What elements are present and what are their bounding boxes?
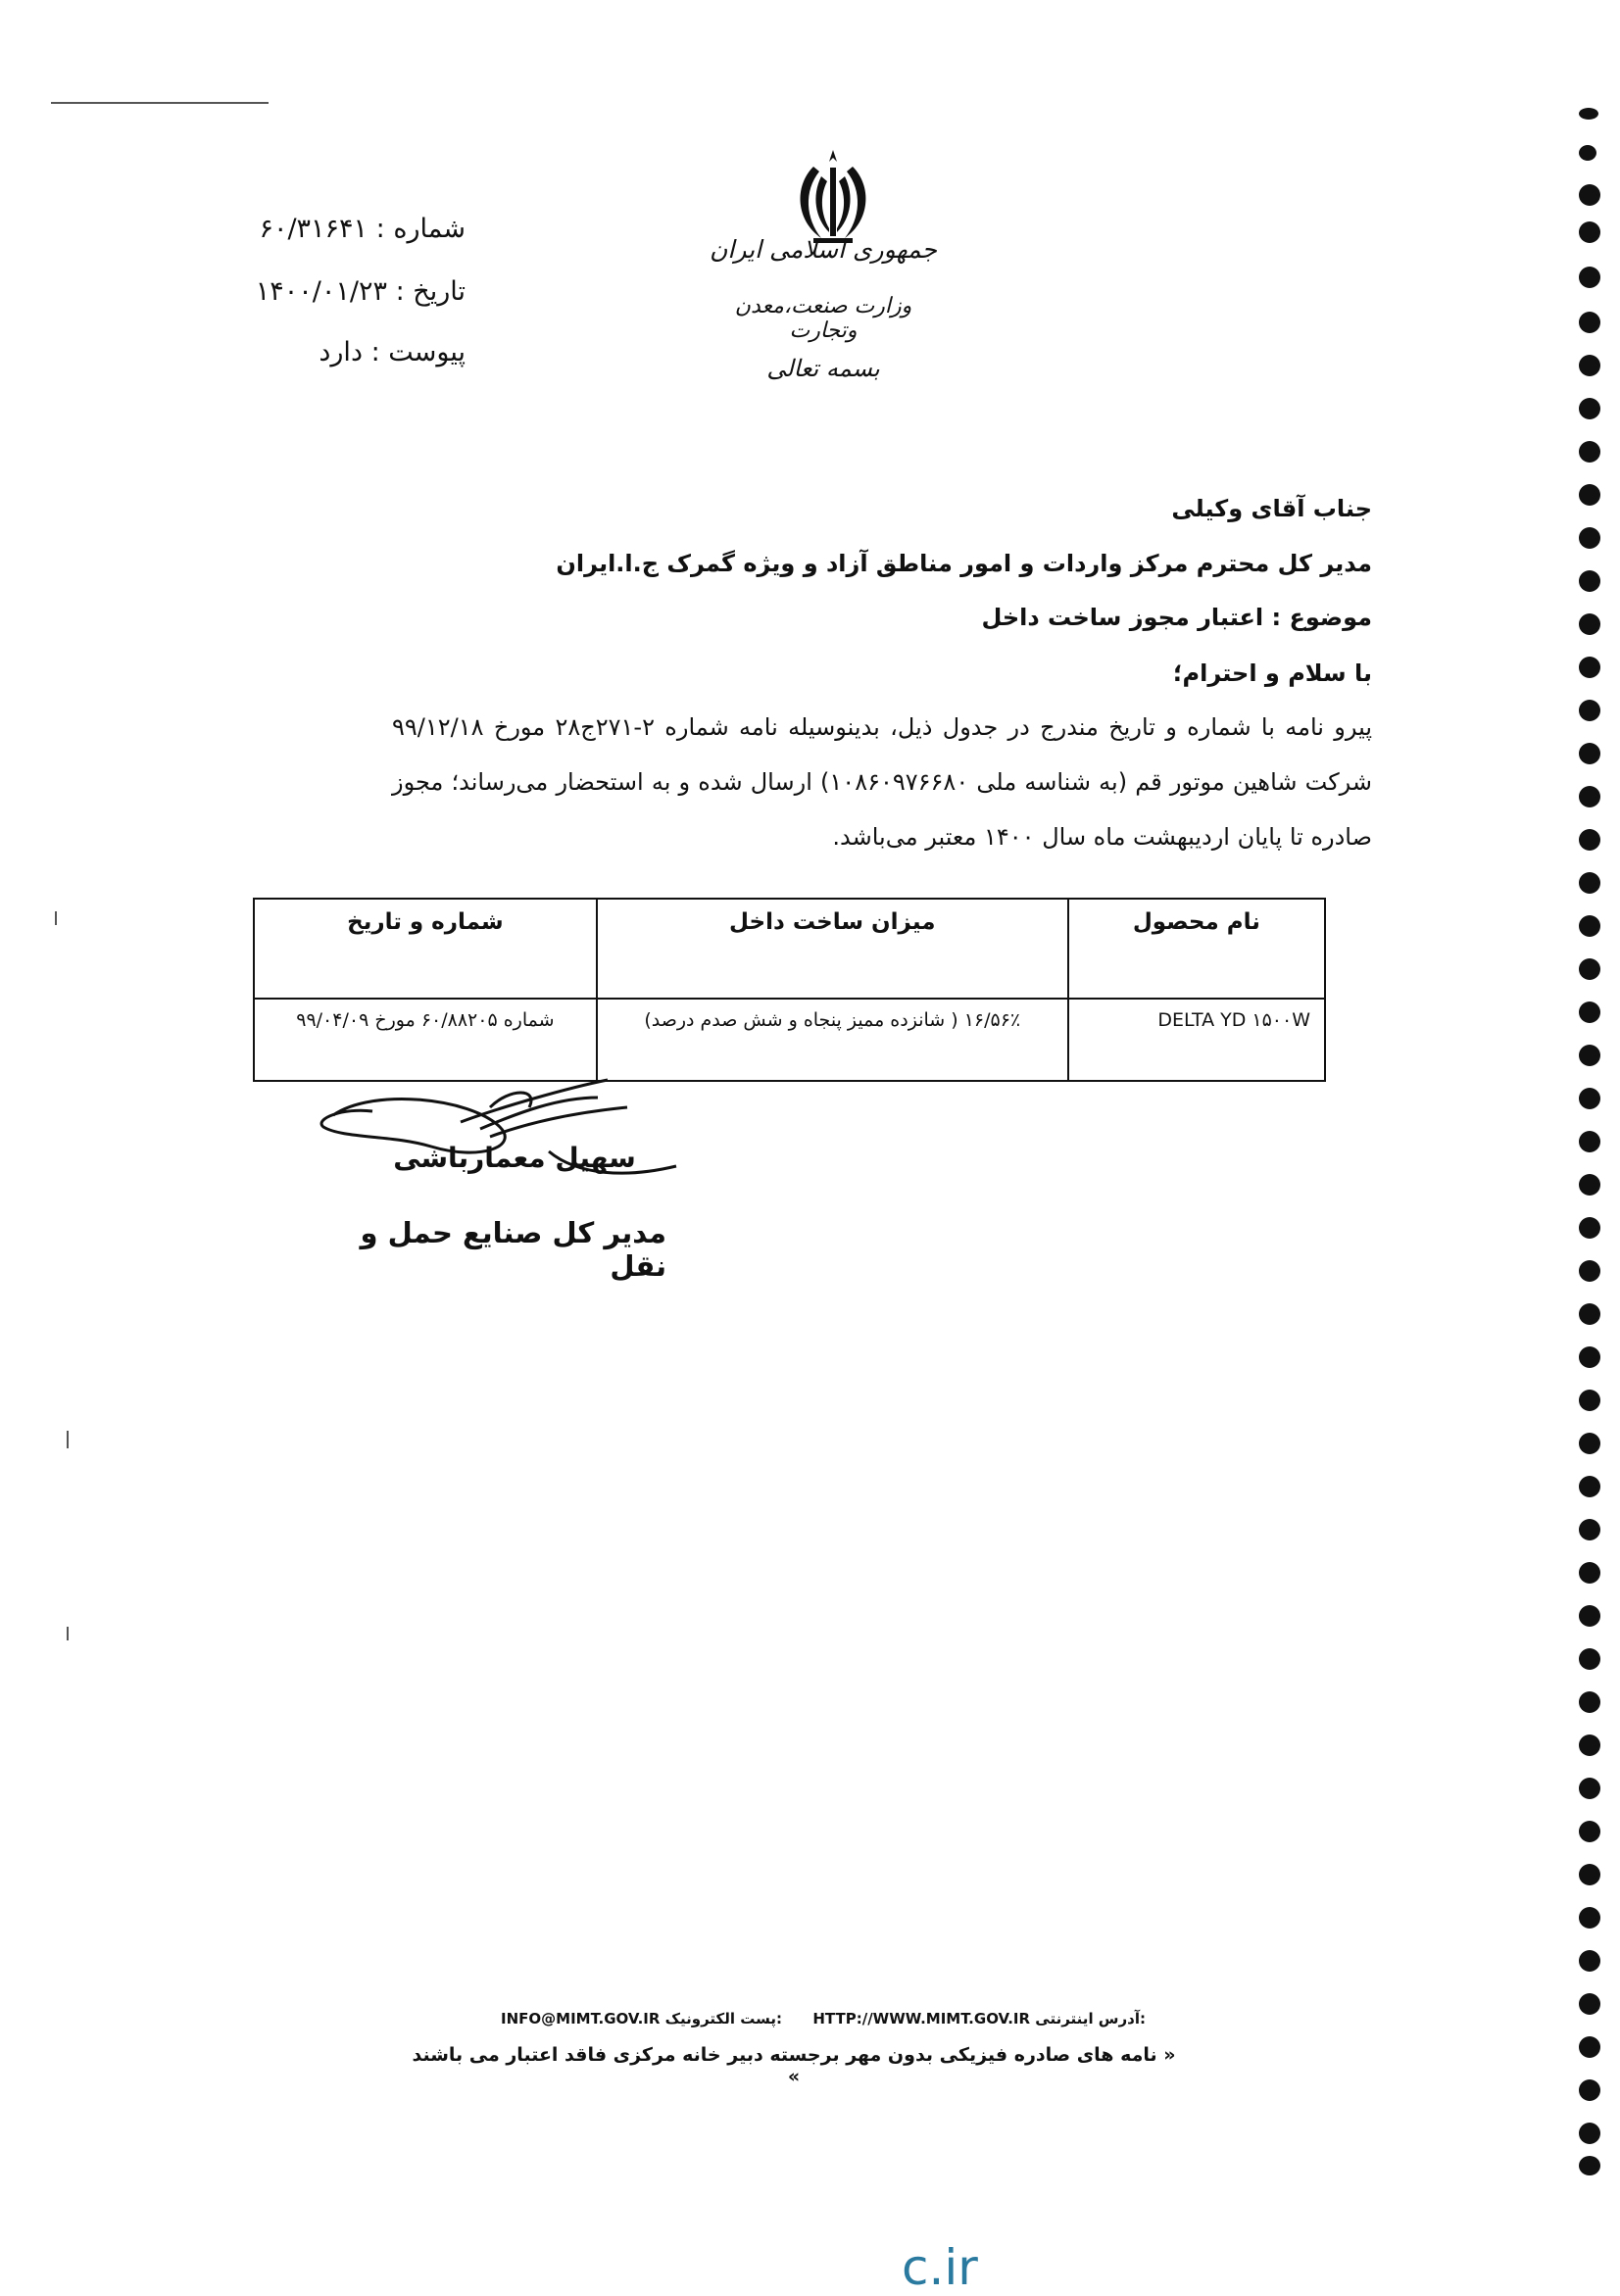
binder-hole [1579, 2036, 1600, 2058]
product-name-cell: DELTA YD ۱۵۰۰W [1068, 999, 1325, 1081]
binder-hole [1579, 657, 1600, 678]
letter-number [196, 214, 466, 244]
binder-hole [1579, 355, 1600, 376]
column-header: نام محصول [1068, 899, 1325, 999]
binder-hole [1579, 1519, 1600, 1540]
binder-hole [1579, 1260, 1600, 1282]
binder-hole [1579, 145, 1596, 161]
binder-hole [1579, 1648, 1600, 1670]
binder-hole [1579, 1433, 1600, 1454]
binder-hole [1579, 1045, 1600, 1066]
binder-hole [1579, 1217, 1600, 1239]
binder-hole [1579, 484, 1600, 506]
email: INFO@MIMT.GOV.IR [501, 2010, 661, 2027]
binder-hole [1579, 527, 1600, 549]
binder-hole [1579, 786, 1600, 807]
letter-greeting: با سلام و احترام؛ [1172, 659, 1372, 687]
binder-hole [1579, 184, 1600, 206]
watermark: c.ir [902, 2239, 978, 2296]
margin-mark [67, 1627, 69, 1640]
binder-hole [1579, 1821, 1600, 1842]
country-name: جمهوری اسلامی ایران [710, 235, 937, 264]
binder-hole [1579, 1950, 1600, 1972]
table-header-row [254, 899, 1325, 999]
footer-contact [470, 2010, 1176, 2027]
column-header: میزان ساخت داخل [597, 899, 1068, 999]
signatory-title: مدیر کل صنایع حمل و نقل [360, 1216, 666, 1283]
date-label: تاریخ : [395, 276, 466, 307]
binder-hole [1579, 570, 1600, 592]
binder-hole [1579, 1346, 1600, 1368]
reference-cell: شماره ۶۰/۸۸۲۰۵ مورخ ۹۹/۰۴/۰۹ [254, 999, 597, 1081]
binder-hole [1579, 1562, 1600, 1584]
binder-hole [1579, 1605, 1600, 1627]
column-header: شماره و تاریخ [254, 899, 597, 999]
letter-attachment [196, 337, 466, 367]
ministry-name: وزارت صنعت،معدن وتجارت [734, 294, 912, 343]
binder-hole [1579, 312, 1600, 333]
binder-hole [1579, 2079, 1600, 2101]
number-value: ۶۰/۳۱۶۴۱ [259, 214, 368, 244]
binder-hole [1579, 441, 1600, 463]
signatory-name: سهیل معمارباشی [393, 1142, 636, 1174]
top-rule [51, 102, 269, 104]
binder-hole [1579, 1131, 1600, 1152]
binder-hole [1579, 1476, 1600, 1497]
attachment-label: پیوست : [370, 337, 466, 367]
email-label: پست الکترونیک: [664, 2010, 783, 2027]
binder-hole [1579, 1174, 1600, 1196]
binder-hole [1579, 958, 1600, 980]
letter-subject: موضوع : اعتبار مجوز ساخت داخل [981, 604, 1372, 631]
binder-hole [1579, 1691, 1600, 1713]
invocation: بسمه تعالی [766, 355, 880, 382]
attachment-value: دارد [319, 337, 363, 367]
binder-hole [1579, 398, 1600, 419]
binder-hole [1579, 1993, 1600, 2015]
binder-hole [1579, 1864, 1600, 1885]
date-value: ۱۴۰۰/۰۱/۲۳ [255, 276, 387, 307]
binder-hole [1579, 1734, 1600, 1756]
binder-hole [1579, 267, 1600, 288]
binder-hole [1579, 1390, 1600, 1411]
letter-date [196, 276, 466, 307]
binder-hole [1579, 829, 1600, 851]
recipient-position: مدیر کل محترم مرکز واردات و امور مناطق آزاد و ویژه گمرک ج.ا.ایران [556, 550, 1372, 577]
binder-hole [1579, 700, 1600, 721]
binder-hole [1579, 1778, 1600, 1799]
iran-emblem-icon [784, 142, 882, 250]
website-label: آدرس اینترنتی: [1035, 2010, 1146, 2027]
binder-hole [1579, 613, 1600, 635]
binder-hole [1579, 915, 1600, 937]
footer-notice: « نامه های صادره فیزیکی بدون مهر برجسته دبیر خانه مرکزی فاقد اعتبار می باشند » [412, 2044, 1176, 2087]
website: HTTP://WWW.MIMT.GOV.IR [812, 2010, 1031, 2027]
binder-hole [1579, 872, 1600, 894]
local-content-cell: ۱۶/۵۶٪ ( شانزده ممیز پنجاه و شش صدم درصد) [597, 999, 1068, 1081]
permit-table [253, 898, 1326, 1082]
margin-mark [67, 1431, 69, 1448]
binder-hole [1579, 1907, 1600, 1929]
binder-holes [1542, 88, 1620, 2175]
binder-hole [1579, 743, 1600, 764]
binder-hole [1579, 2123, 1600, 2144]
margin-mark [55, 911, 57, 925]
binder-hole [1579, 1088, 1600, 1109]
binder-hole [1579, 2156, 1600, 2175]
number-label: شماره : [375, 214, 466, 244]
recipient-salutation: جناب آقای وکیلی [1171, 495, 1372, 522]
binder-hole [1579, 1001, 1600, 1023]
binder-hole [1579, 1303, 1600, 1325]
binder-hole [1579, 221, 1600, 243]
letter-body: پیرو نامه با شماره و تاریخ مندرج در جدول ذیل، بدینوسیله نامه شماره ۲-۲۷۱ج۲۸ مورخ ۹۹/۱۲/۱۸ شرکت شاهین موتور قم (به شناسه ملی ۱۰۸۶۰۹۷۶۶۸۰) ارسال شده و به استحضار می‌رساند؛ مجوز صادره تا پایان اردیبهشت ماه سال ۱۴۰۰ معتبر می‌باشد. [392, 713, 1373, 851]
binder-hole [1579, 108, 1598, 120]
